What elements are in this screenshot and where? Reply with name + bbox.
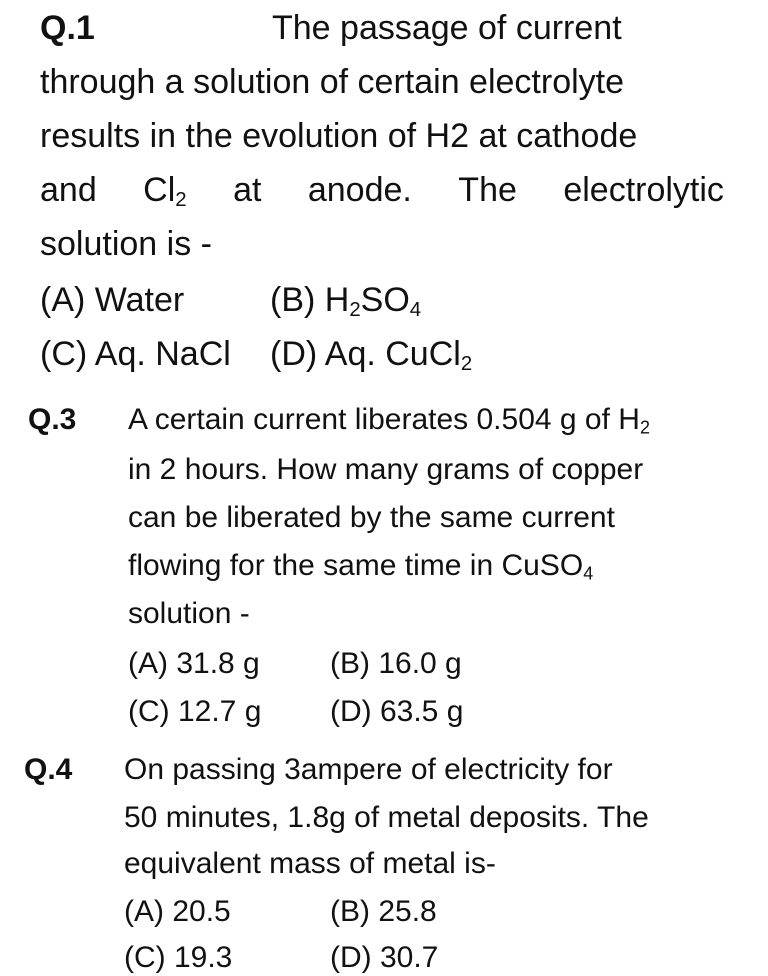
option-c[interactable]: (C) 12.7 g (128, 695, 262, 728)
option-a[interactable]: (A) 31.8 g (128, 647, 260, 680)
question-text-line: equivalent mass of metal is- (124, 847, 496, 880)
option-a[interactable]: (A) Water (40, 281, 185, 319)
option-b[interactable]: (B) $H_2SO_4$ (270, 281, 422, 322)
question-text-line: 50 minutes, 1.8g of metal deposits. The (124, 801, 649, 834)
question-text-line: solution is - (40, 225, 212, 263)
question-text-line: The passage of current (272, 9, 622, 47)
option-d[interactable]: (D) Aq. CuCl$_2$ (270, 335, 473, 376)
question-text-line: through a solution of certain electrolyte (40, 63, 625, 101)
question-number: Q.1 (40, 9, 95, 47)
question-text-line: On passing 3ampere of electricity for (124, 753, 613, 786)
question-text-line: in 2 hours. How many grams of copper (128, 453, 644, 486)
option-b[interactable]: (B) 16.0 g (330, 647, 462, 680)
question-number: Q.3 (28, 403, 77, 436)
option-d[interactable]: (D) 30.7 (330, 941, 439, 974)
option-d[interactable]: (D) 63.5 g (330, 695, 464, 728)
question-text-line: and $Cl_2$ at anode. The electrolytic (40, 171, 724, 212)
question-text-line: results in the evolution of H2 at cathode (40, 117, 638, 155)
question-text-line: flowing for the same time in CuSO$_4$ (128, 549, 594, 584)
question-number: Q.4 (24, 753, 73, 786)
question-text-line: solution - (128, 597, 250, 630)
question-text-line: can be liberated by the same current (128, 501, 615, 534)
option-b[interactable]: (B) 25.8 (330, 895, 437, 928)
option-c[interactable]: (C) Aq. NaCl (40, 335, 231, 373)
question-text-line: A certain current liberates 0.504 g of $H_2$ (128, 403, 650, 438)
option-c[interactable]: (C) 19.3 (124, 941, 233, 974)
option-a[interactable]: (A) 20.5 (124, 895, 231, 928)
